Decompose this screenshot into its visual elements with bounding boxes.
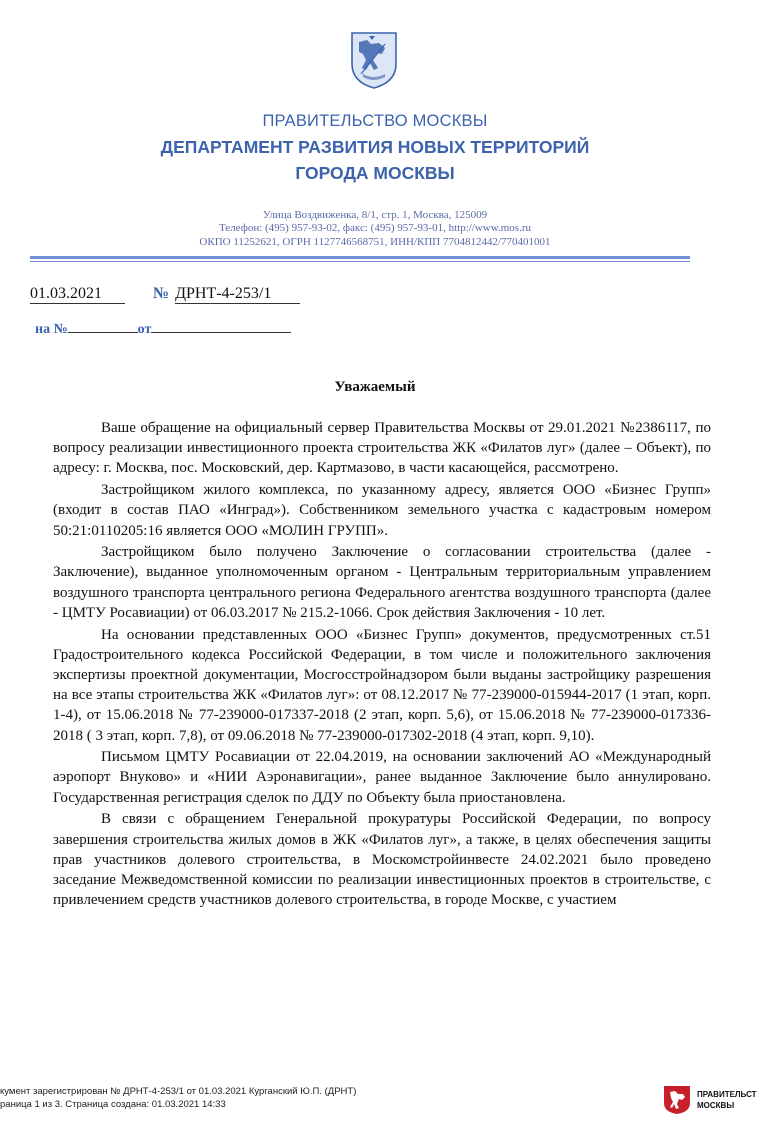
reference-date-blank xyxy=(151,320,291,333)
registration-date: 01.03.2021 xyxy=(30,285,125,304)
body-paragraph: Ваше обращение на официальный сервер Правительства Москвы от 29.01.2021 №2386117, по вопросу реализации инвестиционного проекта строительства ЖК «Филатов луг» (далее – Объект), по адресу: г. Москва, пос. Московский, дер. Картмазово, в части касающейся, рассмотрено. xyxy=(53,420,711,477)
letter-greeting: Уважаемый xyxy=(334,379,416,395)
header-divider-thin xyxy=(30,261,690,262)
reference-label: на № xyxy=(35,322,68,337)
body-paragraph: В связи с обращением Генеральной прокуратуры Российской Федерации, по вопросу завершения строительства жилых домов в ЖК «Филатов луг», а также, в целях обеспечения защиты прав участников долевого строительства, в Москомстройинвесте 24.02.2021 было проведено заседание Межведомственной комиссии по реализации инвестиционных проектов в строительстве, с привлечением средств участников долевого строительства, в городе Москве, с участием xyxy=(53,811,711,909)
department-title: ДЕПАРТАМЕНТ РАЗВИТИЯ НОВЫХ ТЕРРИТОРИЙ xyxy=(160,137,590,157)
moscow-coat-of-arms-icon xyxy=(349,30,399,90)
department-address: Улица Воздвиженка, 8/1, стр. 1, Москва, 125009 xyxy=(262,209,488,221)
footer-gov-line2: МОСКВЫ xyxy=(697,1101,735,1110)
registration-footer xyxy=(0,1085,356,1111)
header-divider-thick xyxy=(30,256,690,259)
footer-government-name xyxy=(697,1089,757,1111)
registration-row xyxy=(30,285,300,304)
footer-page-line: раница 1 из 3. Страница создана: 01.03.2021 14:33 xyxy=(0,1099,226,1110)
body-paragraph: Застройщиком было получено Заключение о согласовании строительства (далее - Заключение), выданное уполномоченным органом - Центральным территориальным управлением воздушного транспорта центрального региона Федерального агентства воздушного транспорта (далее - ЦМТУ Росавиации) от 06.03.2017 № 215.2-1066. Срок действия Заключения - 10 лет. xyxy=(53,544,711,621)
body-paragraph: Застройщиком жилого комплекса, по указанному адресу, является ООО «Бизнес Групп» (входит в состав ПАО «Инград»). Собственником земельного участка с кадастровым номером 50:21:0110205:16 является ООО «МОЛИН ГРУПП». xyxy=(53,482,711,539)
government-title: ПРАВИТЕЛЬСТВО МОСКВЫ xyxy=(262,112,488,130)
footer-registration-line: кумент зарегистрирован № ДРНТ-4-253/1 от 01.03.2021 Курганский Ю.П. (ДРНТ) xyxy=(0,1086,357,1097)
registration-number-sign: № xyxy=(153,285,170,302)
body-paragraph: На основании представленных ООО «Бизнес Групп» документов, предусмотренных ст.51 Градостроительного кодекса Российской Федерации, в том числе и положительного заключения экспертизы проектной документации, Мосгосстройнадзором были выданы застройщику разрешения на все этапы строительства ЖК «Филатов луг»: от 08.12.2017 № 77-239000-015944-2017 (1 этап, корп. 1-4), от 15.06.2018 № 77-239000-017337-2018 (2 этап, корп. 5,6), от 15.06.2018 № 77-239000-017336-2018 ( 3 этап, корп. 7,8), от 09.06.2018 № 77-239000-017302-2018 (4 этап, корп. 9,10). xyxy=(53,626,711,744)
body-paragraph: Письмом ЦМТУ Росавиации от 22.04.2019, на основании заключений АО «Международный аэропорт Внуково» и «НИИ Аэронавигации», ранее выданное Заключение было аннулировано. Государственная регистрация сделок по ДДУ по Объекту была приостановлена. xyxy=(53,749,711,806)
city-title: ГОРОДА МОСКВЫ xyxy=(295,163,455,183)
footer-gov-line1: ПРАВИТЕЛЬСТ xyxy=(697,1090,757,1099)
letter-body xyxy=(53,418,711,912)
department-codes: ОКПО 11252621, ОГРН 1127746568751, ИНН/КПП 7704812442/770401001 xyxy=(199,236,551,248)
department-phone: Телефон: (495) 957-93-02, факс: (495) 957-93-01, http://www.mos.ru xyxy=(219,222,531,234)
reference-row xyxy=(35,320,291,338)
reference-from-label: от xyxy=(137,322,152,337)
moscow-government-logo-icon xyxy=(663,1085,691,1115)
reference-number-blank xyxy=(68,320,138,333)
registration-number: ДРНТ-4-253/1 xyxy=(175,285,300,304)
